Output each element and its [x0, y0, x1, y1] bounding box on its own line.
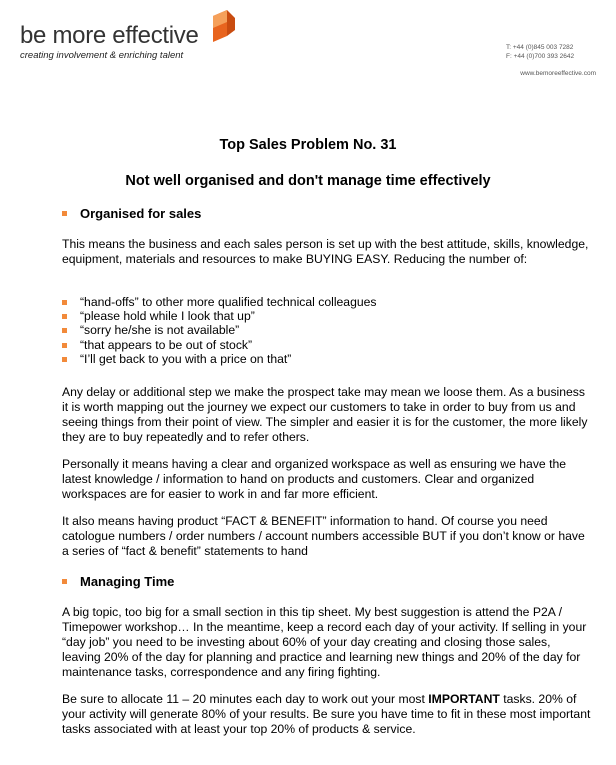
phone-number: T: +44 (0)845 003 7282 [506, 44, 574, 51]
bullet-square-icon [62, 579, 67, 584]
bullet-square-icon [62, 343, 67, 348]
bullet-square-icon [62, 211, 67, 216]
contact-details [506, 44, 596, 61]
document-title: Top Sales Problem No. 31 [219, 137, 397, 153]
bullet-square-icon [62, 300, 67, 305]
bullet-square-icon [62, 314, 67, 319]
company-tagline: creating involvement & enriching talent [20, 50, 184, 61]
letterhead [0, 0, 616, 95]
paragraph-journey: Any delay or additional step we make the prospect take may mean we loose them. As a business it is worth mapping out the journey we expect our customers to take in order to buy from us and seeing things from their point of view. The simpler and easier it is for the customer, the more likely they are to buy repeatedly and to refer others. [62, 385, 588, 444]
document-subtitle: Not well organised and don't manage time effectively [125, 173, 491, 189]
paragraph-allocate: Be sure to allocate 11 – 20 minutes each day to work out your most IMPORTANT tasks. 20% of your activity will generate 80% of your results. Be sure you have time to fit in these most important tasks associated with at least your top 20% of products & service. [62, 692, 591, 736]
bullet-list-handoffs [62, 295, 377, 366]
bullet-square-icon [62, 357, 67, 362]
emphasis-important: IMPORTANT [428, 692, 500, 706]
paragraph-time-intro: A big topic, too big for a small section in this tip sheet. My best suggestion is attend the P2A / Timepower workshop… In the meantime, keep a record each day of your activity. If selling in your “day job” you need to be investing about 60% of your day creating and closing those sales, leaving 20% of the day for planning and practice and learning new things and 20% of the day for maintenance tasks, correspondence and any firing fighting. [62, 605, 587, 679]
website-link[interactable]: www.bemoreeffective.com [520, 70, 596, 77]
fax-number: F: +44 (0)700 393 2642 [506, 52, 575, 60]
list-item: “hand-offs” to other more qualified technical colleagues [62, 295, 377, 309]
paragraph-intro: This means the business and each sales person is set up with the best attitude, skills, knowledge, equipment, materials and resources to make BUYING EASY. Reducing the number of: [62, 237, 589, 266]
bullet-square-icon [62, 328, 67, 333]
paragraph-workspace: Personally it means having a clear and organized workspace as well as ensuring we have the latest knowledge / information to hand on products and customers. Clear and organized workspaces are for easier to work in and far more efficient. [62, 457, 567, 501]
list-item: “that appears to be out of stock” [62, 338, 377, 352]
logo-flag-icon [205, 10, 239, 44]
paragraph-fact-benefit: It also means having product “FACT & BENEFIT” information to hand. Of course you need catologue numbers / order numbers / account numbers accessible BUT if you don’t know or have a series of “fact & benefit” statements to hand [62, 514, 585, 558]
company-logo-text: be more effective [20, 22, 199, 49]
list-item: “please hold while I look that up” [62, 309, 377, 323]
list-item: “sorry he/she is not available” [62, 323, 377, 337]
list-item: “I’ll get back to you with a price on that” [62, 352, 377, 366]
